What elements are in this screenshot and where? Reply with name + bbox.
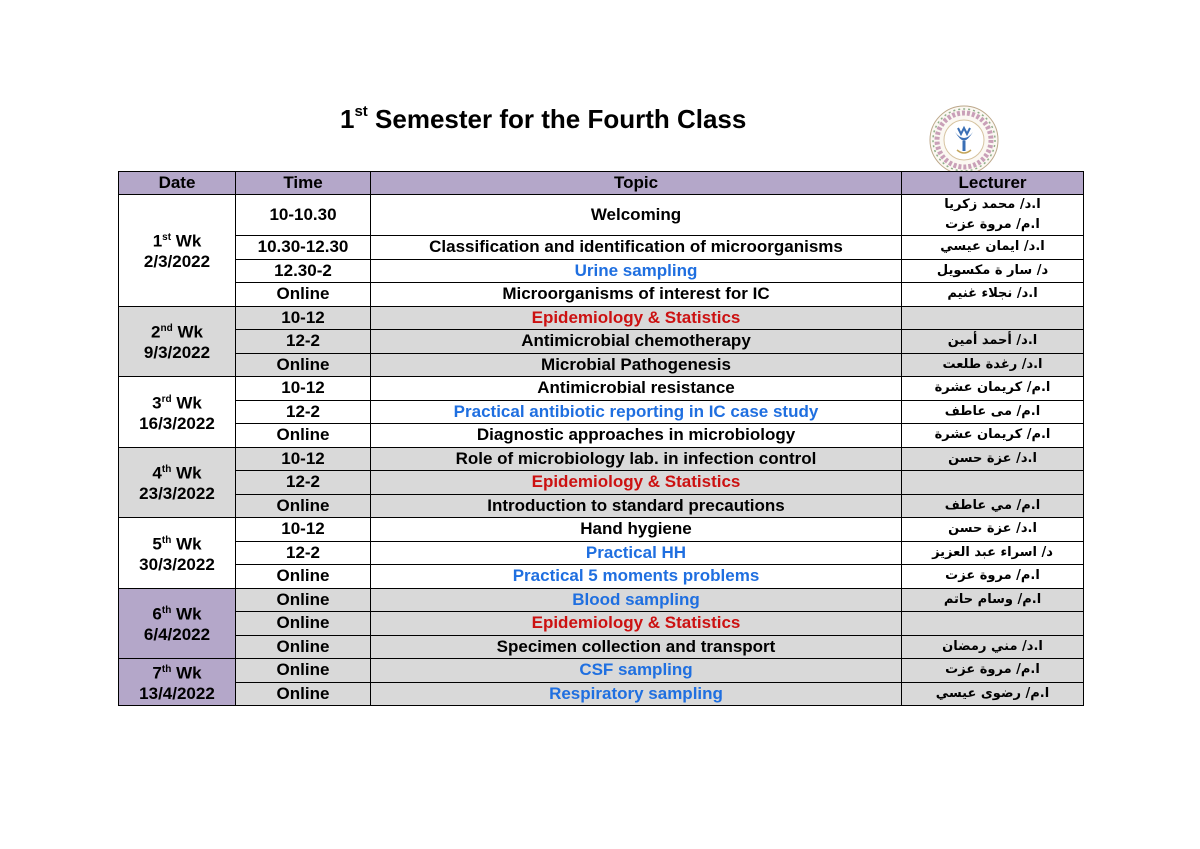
time-cell: 10-12 (236, 518, 371, 542)
schedule-table (118, 171, 1084, 706)
lecturer-cell (902, 682, 1084, 706)
table-row (119, 377, 1084, 401)
topic-cell: Antimicrobial chemotherapy (371, 330, 902, 354)
topic-cell: Blood sampling (371, 588, 902, 612)
time-cell: 12.30-2 (236, 259, 371, 283)
lecturer-name: د/ سار ة مكسويل (936, 262, 1049, 278)
header-lecturer: Lecturer (902, 172, 1084, 195)
week-ordinal: st (162, 232, 172, 244)
time-cell: 10-12 (236, 447, 371, 471)
topic-cell: Practical antibiotic reporting in IC case study (371, 400, 902, 424)
lecturer-cell (902, 283, 1084, 307)
lecturer-cell (902, 424, 1084, 448)
topic-cell: Diagnostic approaches in microbiology (371, 424, 902, 448)
lecturer-cell (902, 306, 1084, 330)
week-label: Wk (171, 663, 202, 683)
week-number: 5 (152, 534, 162, 554)
table-row (119, 447, 1084, 471)
time-cell: Online (236, 612, 371, 636)
topic-cell: Hand hygiene (371, 518, 902, 542)
week-number: 2 (151, 323, 161, 343)
lecturer-cell (902, 400, 1084, 424)
header-time: Time (236, 172, 371, 195)
week-number: 7 (152, 663, 162, 683)
lecturer-name: ا.م/ مروة عزت (945, 568, 1040, 584)
week-ordinal: th (161, 534, 172, 546)
table-row (119, 635, 1084, 659)
table-row (119, 565, 1084, 589)
lecturer-cell (902, 236, 1084, 260)
table-row (119, 353, 1084, 377)
lecturer-name: ا.م/ مروة عزت (945, 662, 1040, 678)
lecturer-cell (902, 659, 1084, 683)
topic-cell: Epidemiology & Statistics (371, 306, 902, 330)
header-date: Date (119, 172, 236, 195)
lecturer-name: ا.د/ نجلاء غنيم (947, 286, 1038, 302)
lecturer-cell (902, 259, 1084, 283)
table-row (119, 259, 1084, 283)
week-date-cell (119, 588, 236, 659)
title-number: 1 (340, 104, 355, 134)
lecturer-cell (902, 518, 1084, 542)
time-cell: Online (236, 682, 371, 706)
lecturer-name: ا.م/ مى عاطف (944, 403, 1041, 419)
table-row (119, 306, 1084, 330)
week-label: Wk (172, 323, 203, 343)
lecturer-cell (902, 541, 1084, 565)
week-label: Wk (171, 605, 202, 625)
lecturer-name: ا.د/ أحمد أمين (947, 333, 1038, 349)
university-seal-icon (928, 104, 1000, 176)
title-ordinal: st (354, 103, 368, 121)
week-date: 6/4/2022 (143, 625, 211, 645)
table-row (119, 400, 1084, 424)
topic-cell: Practical 5 moments problems (371, 565, 902, 589)
week-label: Wk (171, 534, 202, 554)
lecturer-name: د/ اسراء عبد العزيز (932, 544, 1053, 560)
week-ordinal: rd (161, 393, 172, 405)
week-label: Wk (171, 393, 202, 413)
topic-cell: Epidemiology & Statistics (371, 612, 902, 636)
topic-cell: Epidemiology & Statistics (371, 471, 902, 495)
week-date: 13/4/2022 (139, 683, 215, 703)
lecturer-cell (902, 588, 1084, 612)
lecturer-cell (902, 471, 1084, 495)
week-date: 23/3/2022 (139, 484, 215, 504)
week-number: 6 (152, 605, 162, 625)
week-date-cell (119, 659, 236, 706)
time-cell: Online (236, 283, 371, 307)
week-ordinal: th (161, 605, 172, 617)
week-number: 4 (152, 464, 162, 484)
time-cell: 12-2 (236, 471, 371, 495)
topic-cell: Urine sampling (371, 259, 902, 283)
time-cell: 10-10.30 (236, 195, 371, 236)
week-ordinal: nd (160, 323, 173, 335)
lecturer-name: ا.د/ مني رمضان (942, 638, 1043, 654)
topic-cell: CSF sampling (371, 659, 902, 683)
week-number: 3 (152, 393, 162, 413)
time-cell: Online (236, 565, 371, 589)
topic-cell: Specimen collection and transport (371, 635, 902, 659)
time-cell: 12-2 (236, 400, 371, 424)
page-title (340, 104, 746, 135)
week-date-cell (119, 306, 236, 377)
table-row (119, 471, 1084, 495)
topic-cell: Antimicrobial resistance (371, 377, 902, 401)
table-row (119, 682, 1084, 706)
schedule-body (119, 195, 1084, 706)
table-row (119, 612, 1084, 636)
lecturer-name: ا.د/ ايمان عيسي (940, 239, 1045, 255)
topic-cell: Microorganisms of interest for IC (371, 283, 902, 307)
table-row (119, 494, 1084, 518)
week-ordinal: th (161, 464, 172, 476)
lecturer-cell (902, 565, 1084, 589)
week-ordinal: th (161, 664, 172, 676)
table-row (119, 195, 1084, 236)
topic-cell: Role of microbiology lab. in infection control (371, 447, 902, 471)
topic-cell: Respiratory sampling (371, 682, 902, 706)
time-cell: Online (236, 424, 371, 448)
header-topic: Topic (371, 172, 902, 195)
week-date-cell (119, 518, 236, 589)
week-date: 9/3/2022 (143, 343, 211, 363)
topic-cell: Classification and identification of microorganisms (371, 236, 902, 260)
table-row (119, 236, 1084, 260)
time-cell: 10-12 (236, 377, 371, 401)
lecturer-cell (902, 195, 1084, 236)
lecturer-name: ا.د/ رغدة طلعت (942, 356, 1043, 372)
lecturer-cell (902, 494, 1084, 518)
lecturer-cell (902, 612, 1084, 636)
time-cell: 10-12 (236, 306, 371, 330)
time-cell: Online (236, 659, 371, 683)
lecturer-name: ا.م/ كريمان عشرة (934, 427, 1051, 443)
time-cell: Online (236, 353, 371, 377)
week-date-cell (119, 195, 236, 307)
table-row (119, 541, 1084, 565)
lecturer-cell (902, 353, 1084, 377)
title-text: Semester for the Fourth Class (367, 104, 747, 134)
week-label: Wk (171, 232, 202, 252)
lecturer-cell (902, 635, 1084, 659)
table-row (119, 424, 1084, 448)
week-date: 16/3/2022 (139, 413, 215, 433)
time-cell: Online (236, 494, 371, 518)
lecturer-name: ا.م/ كريمان عشرة (934, 380, 1051, 396)
week-date: 30/3/2022 (139, 554, 215, 574)
table-row (119, 588, 1084, 612)
lecturer-name: ا.م/ رضوى عيسي (935, 685, 1050, 701)
lecturer-name: ا.م/ مي عاطف (944, 497, 1041, 513)
lecturer-name: ا.م/ وسام حاتم (943, 591, 1042, 607)
lecturer-name: ا.م/ مروة عزت (945, 217, 1040, 232)
topic-cell: Welcoming (371, 195, 902, 236)
time-cell: 12-2 (236, 330, 371, 354)
table-row (119, 518, 1084, 542)
week-label: Wk (171, 464, 202, 484)
time-cell: Online (236, 635, 371, 659)
lecturer-name: ا.د/ عزة حسن (948, 450, 1037, 466)
lecturer-cell (902, 330, 1084, 354)
week-number: 1 (152, 232, 163, 252)
lecturer-name: ا.د/ محمد زكريا (944, 197, 1041, 212)
table-row (119, 283, 1084, 307)
lecturer-cell (902, 377, 1084, 401)
table-row (119, 659, 1084, 683)
time-cell: Online (236, 588, 371, 612)
topic-cell: Introduction to standard precautions (371, 494, 902, 518)
week-date-cell (119, 377, 236, 448)
table-header-row (119, 172, 1084, 195)
topic-cell: Practical HH (371, 541, 902, 565)
week-date: 2/3/2022 (143, 252, 211, 272)
lecturer-cell (902, 447, 1084, 471)
week-date-cell (119, 447, 236, 518)
lecturer-name: ا.د/ عزة حسن (948, 521, 1037, 537)
time-cell: 12-2 (236, 541, 371, 565)
table-row (119, 330, 1084, 354)
time-cell: 10.30-12.30 (236, 236, 371, 260)
topic-cell: Microbial Pathogenesis (371, 353, 902, 377)
